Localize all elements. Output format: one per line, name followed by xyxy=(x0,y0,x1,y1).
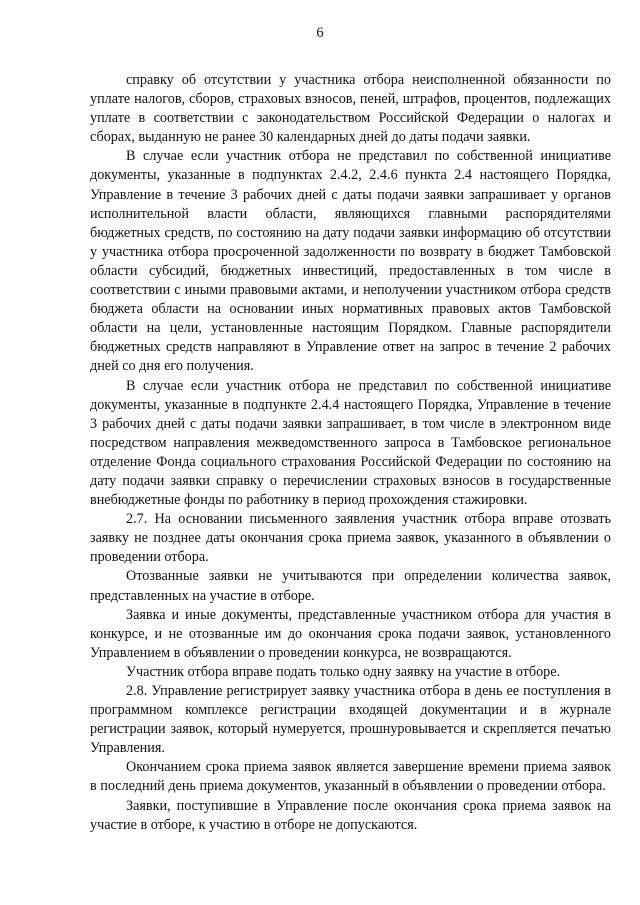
page-number: 6 xyxy=(316,25,324,41)
paragraph-withdrawn-not-counted: Отозванные заявки не учитываются при определении количества заявок, представленных на участие в отборе. xyxy=(90,568,611,604)
paragraph-request-debt-info: В случае если участник отбора не представил по собственной инициативе документы, указанные в подпунктах 2.4.2, 2.4.6 пункта 2.4 настоящего Порядка, Управление в течение 3 рабочих дней с даты подачи заявки запрашивает у органов исполнительной власти области, являющихся главными распорядителями бюджетных средств, по состоянию на дату подачи заявки информацию об отсутствии у участника отбора просроченной задолженности по возврату в бюджет Тамбовской области субсидий, бюджетных инвестиций, предоставленных в том числе в соответствии с иными правовыми актами, и неполучении участником отбора средств бюджета области на основании иных нормативных правовых актов Тамбовской области на цели, установленные настоящим Порядком. Главные распорядители бюджетных средств направляют в Управление ответ на запрос в течение 2 рабочих дней со дня его получения. xyxy=(90,148,611,375)
paragraph-documents-not-returned: Заявка и иные документы, представленные участником отбора для участия в конкурсе, и не отозванные им до окончания срока подачи заявок, установленного Управлением в объявлении о проведении конкурса, не возвращаются. xyxy=(90,606,611,661)
paragraph-deadline-end: Окончанием срока приема заявок является завершение времени приема заявок в последний день приема документов, указанный в объявлении о проведении отбора. xyxy=(90,759,611,795)
paragraph-2-8-registration: 2.8. Управление регистрирует заявку участника отбора в день ее поступления в программном комплексе регистрации входящей документации и в журнале регистрации заявок, который нумеруется, прошнуровывается и скрепляется печатью Управления. xyxy=(90,683,611,757)
paragraph-late-applications: Заявки, поступившие в Управление после окончания срока приема заявок на участие в отборе, к участию в отборе не допускаются. xyxy=(90,797,611,833)
paragraph-certificate-tax: справку об отсутствии у участника отбора неисполненной обязанности по уплате налогов, сборов, страховых взносов, пеней, штрафов, процентов, подлежащих уплате в соответствии с законодательством Российской Федерации о налогах и сборах, выданную не ранее 30 календарных дней до даты подачи заявки. xyxy=(90,72,611,146)
paragraph-one-application: Участник отбора вправе подать только одну заявку на участие в отборе. xyxy=(126,663,561,680)
paragraph-2-7-withdraw: 2.7. На основании письменного заявления участник отбора вправе отозвать заявку не позднее даты окончания срока приема заявок, указанного в объявлении о проведении отбора. xyxy=(90,511,611,566)
document-body xyxy=(90,71,611,835)
paragraph-request-insurance-info: В случае если участник отбора не представил по собственной инициативе документы, указанные в подпункте 2.4.4 настоящего Порядка, Управление в течение 3 рабочих дней с даты подачи заявки запрашивает, в том числе в электронном виде посредством направления межведомственного запроса в Тамбовское региональное отделение Фонда социального страхования Российской Федерации по состоянию на дату подачи заявки справку о перечислении страховых взносов в государственные внебюджетные фонды по работнику в период прохождения стажировки. xyxy=(90,377,611,509)
